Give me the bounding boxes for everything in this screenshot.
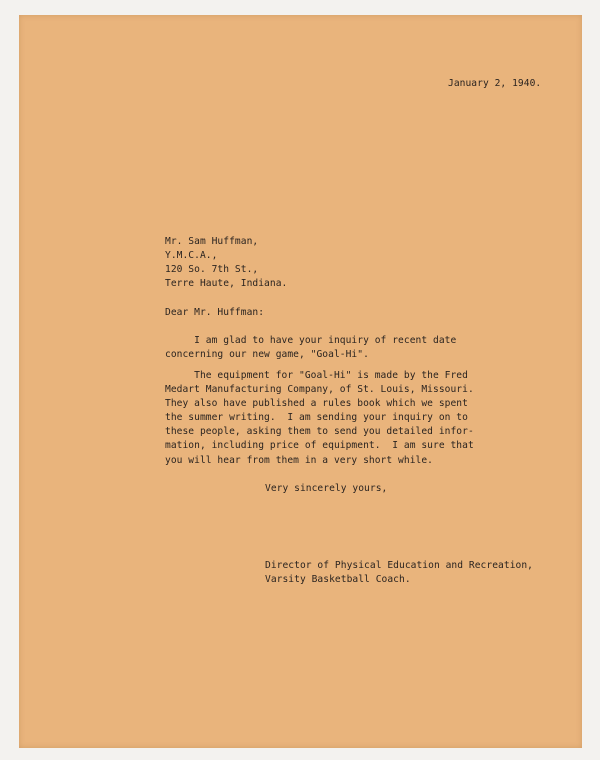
paragraph-line: mation, including price of equipment. I am sure that [165,440,474,452]
paragraph-line: you will hear from them in a very short while. [165,454,433,466]
paragraph-line: I am glad to have your inquiry of recent date [165,335,457,346]
complimentary-close: Very sincerely yours, [265,483,388,494]
address-line: 120 So. 7th St., [165,264,259,276]
signature-line: Varsity Basketball Coach. [265,574,411,586]
paragraph-line: concerning our new game, "Goal-Hi". [165,349,369,361]
address-line: Terre Haute, Indiana. [165,278,288,290]
salutation: Dear Mr. Huffman: [165,307,265,318]
paragraph-line: They also have published a rules book which we spent [165,398,468,410]
body-paragraph-1 [165,334,456,362]
paragraph-line: Medart Manufacturing Company, of St. Louis, Missouri. [165,384,474,396]
paragraph-line: the summer writing. I am sending your inquiry on to [165,412,468,424]
letter-date: January 2, 1940. [448,78,542,89]
signature-block [265,559,533,587]
body-paragraph-2 [165,369,474,468]
signature-line: Director of Physical Education and Recreation, [265,560,533,571]
recipient-address [165,235,287,291]
letter-page [19,15,582,748]
paragraph-line: these people, asking them to send you detailed infor- [165,426,474,438]
paragraph-line: The equipment for "Goal-Hi" is made by the Fred [165,370,468,381]
address-line: Y.M.C.A., [165,250,218,262]
address-line: Mr. Sam Huffman, [165,236,259,247]
